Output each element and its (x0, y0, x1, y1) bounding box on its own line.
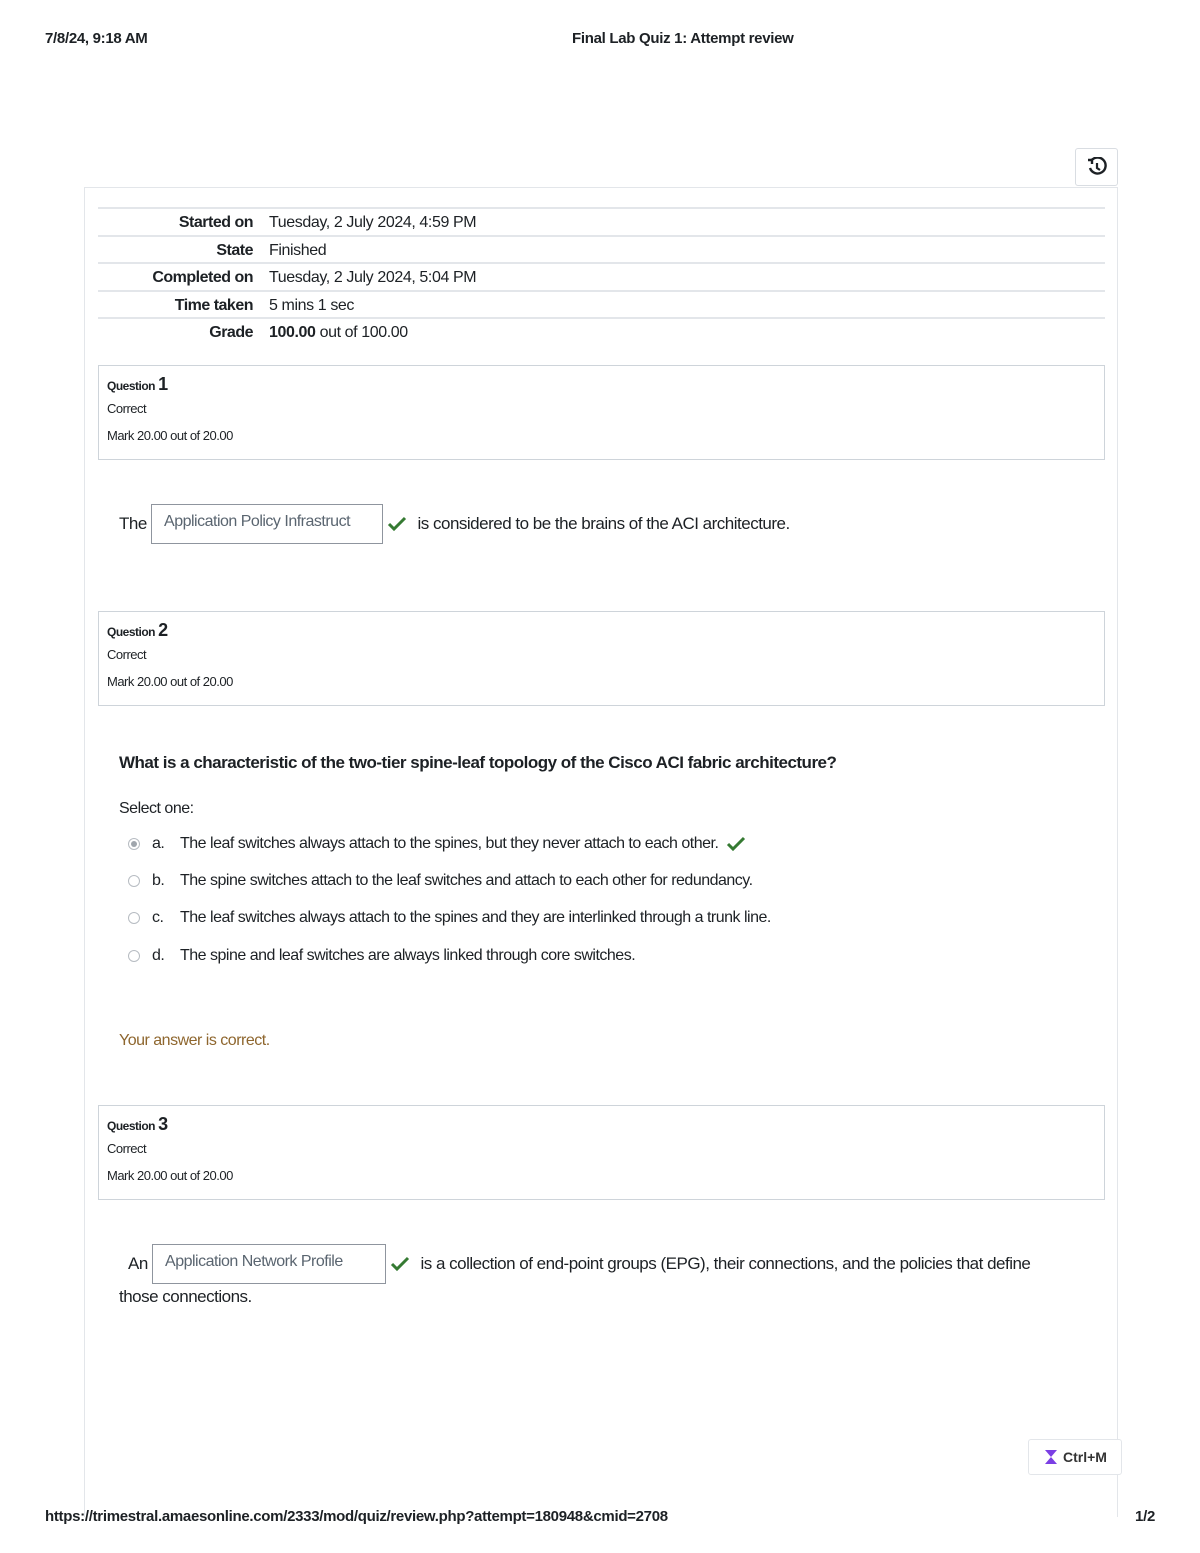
option-letter: d. (152, 947, 165, 964)
summary-value: 5 mins 1 sec (269, 296, 355, 314)
summary-value: Tuesday, 2 July 2024, 4:59 PM (269, 214, 477, 231)
question-text-after: is a collection of end-point groups (EPG), their connections, and the policies that define (420, 1254, 1031, 1273)
hourglass-icon (1043, 1449, 1059, 1465)
print-page-number: 1/2 (1135, 1508, 1155, 1525)
option-b[interactable] (128, 870, 753, 892)
summary-label: Grade (209, 324, 253, 341)
radio-button[interactable] (128, 838, 140, 850)
answer-field[interactable]: Application Network Profile (152, 1244, 386, 1284)
question-info-2 (98, 611, 1105, 706)
summary-row-grade (98, 317, 1105, 345)
question-mark: Mark 20.00 out of 20.00 (107, 1168, 233, 1183)
summary-row-completed (98, 262, 1105, 290)
history-icon (1087, 157, 1107, 177)
shortcut-button[interactable] (1028, 1439, 1122, 1475)
question-text-3 (128, 1244, 1030, 1284)
radio-button[interactable] (128, 912, 140, 924)
summary-label: State (216, 241, 253, 259)
question-text-3-continued: those connections. (119, 1287, 252, 1306)
answer-field[interactable]: Application Policy Infrastruct (151, 504, 383, 544)
option-c[interactable] (128, 907, 771, 929)
option-text: The spine switches attach to the leaf switches and attach to each other for redundancy. (180, 872, 753, 889)
shortcut-label: Ctrl+M (1063, 1449, 1107, 1465)
check-icon (387, 516, 407, 532)
question-mark: Mark 20.00 out of 20.00 (107, 674, 233, 689)
option-text: The spine and leaf switches are always linked through core switches. (180, 947, 636, 964)
summary-value: Tuesday, 2 July 2024, 5:04 PM (269, 269, 477, 286)
question-state: Correct (107, 401, 147, 416)
option-letter: a. (152, 835, 165, 852)
summary-label: Time taken (174, 296, 253, 314)
select-one-label: Select one: (119, 800, 194, 817)
check-icon (390, 1256, 410, 1272)
grade-total: out of 100.00 (315, 324, 408, 341)
question-info-1 (98, 365, 1105, 460)
question-label: Question (107, 1119, 156, 1133)
summary-value: Finished (269, 241, 327, 259)
question-text-before: The (119, 514, 147, 533)
question-number: 2 (158, 620, 168, 640)
print-url: https://trimestral.amaesonline.com/2333/mod/quiz/review.php?attempt=180948&cmid=2708 (45, 1508, 668, 1525)
option-letter: b. (152, 872, 165, 889)
summary-label: Started on (178, 214, 253, 231)
print-datetime: 7/8/24, 9:18 AM (45, 30, 148, 47)
question-label: Question (107, 379, 156, 393)
question-state: Correct (107, 647, 147, 662)
question-info-3 (98, 1105, 1105, 1200)
print-footer (45, 1508, 1155, 1528)
option-letter: c. (152, 909, 164, 926)
attempt-summary-table (98, 207, 1105, 345)
option-text: The leaf switches always attach to the spines, but they never attach to each other. (180, 835, 719, 852)
question-mark: Mark 20.00 out of 20.00 (107, 428, 233, 443)
history-button[interactable] (1075, 148, 1118, 186)
option-a[interactable] (128, 833, 746, 855)
summary-row-started (98, 207, 1105, 235)
question-state: Correct (107, 1141, 147, 1156)
option-d[interactable] (128, 945, 635, 967)
radio-button[interactable] (128, 875, 140, 887)
summary-value (269, 324, 408, 342)
radio-button[interactable] (128, 950, 140, 962)
question-number: 3 (158, 1114, 168, 1134)
question-text-1 (119, 504, 790, 544)
option-text: The leaf switches always attach to the spines and they are interlinked through a trunk line. (180, 909, 771, 926)
question-text-before: An (128, 1254, 148, 1273)
question-text-after: is considered to be the brains of the ACI architecture. (417, 514, 790, 533)
summary-label: Completed on (152, 269, 253, 286)
summary-row-time-taken (98, 290, 1105, 318)
question-text-2: What is a characteristic of the two-tier spine-leaf topology of the Cisco ACI fabric architecture? (119, 753, 837, 772)
check-icon (726, 836, 746, 852)
print-title: Final Lab Quiz 1: Attempt review (572, 30, 794, 47)
feedback-text: Your answer is correct. (119, 1032, 270, 1049)
print-header (45, 30, 1155, 50)
grade-score: 100.00 (269, 324, 316, 341)
question-number: 1 (158, 374, 168, 394)
question-label: Question (107, 625, 156, 639)
summary-row-state (98, 235, 1105, 263)
